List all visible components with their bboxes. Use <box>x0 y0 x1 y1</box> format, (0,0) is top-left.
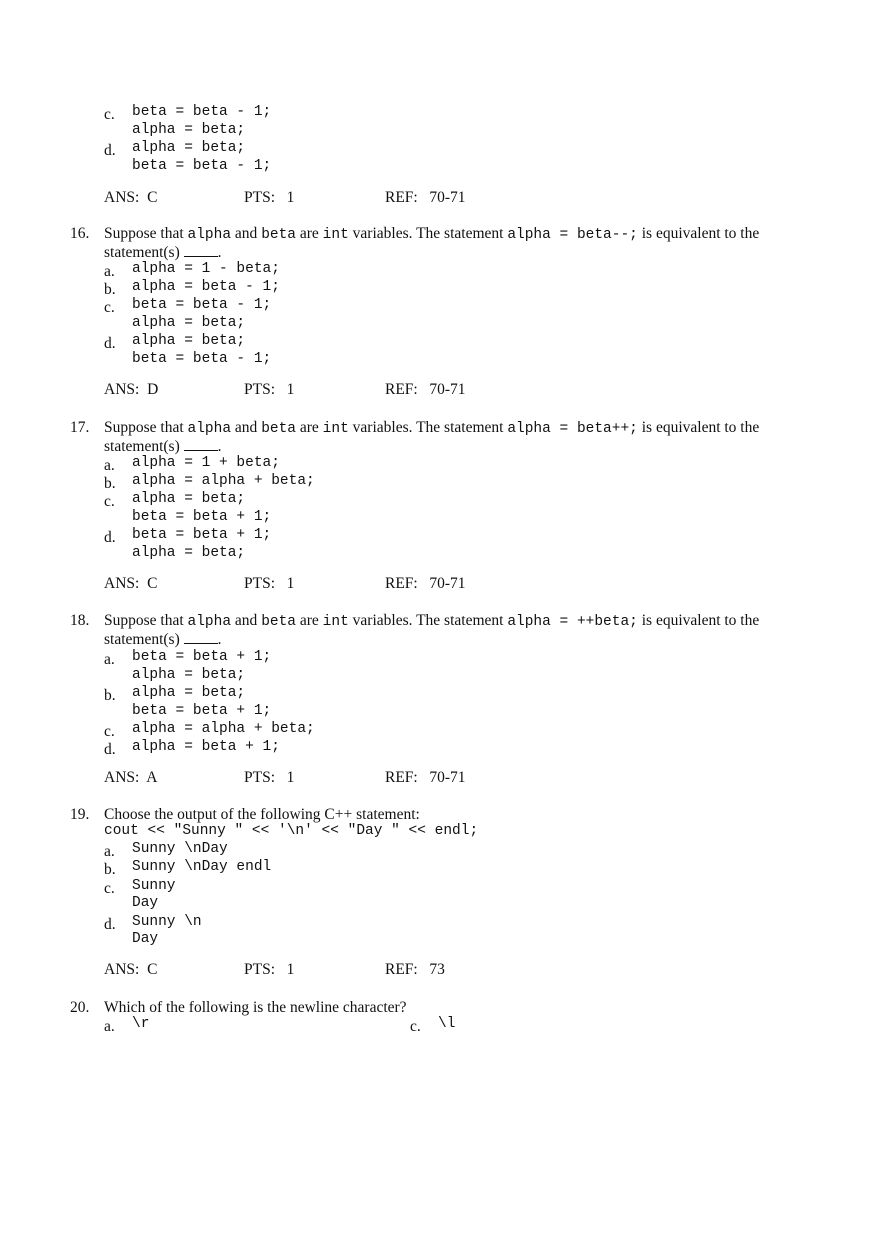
text: . <box>217 438 222 455</box>
reference: REF: 70-71 <box>385 381 466 398</box>
option-label: a. <box>104 651 115 668</box>
code-int: int <box>322 421 349 437</box>
answer: ANS: A <box>104 769 158 786</box>
reference: REF: 73 <box>385 961 445 978</box>
option-label: c. <box>104 106 115 123</box>
q17-answer-row <box>104 575 604 593</box>
text: and <box>231 225 262 242</box>
option-code: alpha = beta; <box>132 685 246 701</box>
text: variables. The statement <box>348 612 508 629</box>
question-text <box>104 612 774 649</box>
code-beta: beta <box>261 227 296 243</box>
option-code: beta = beta + 1; <box>132 527 272 543</box>
text: variables. The statement <box>348 225 508 242</box>
text: Suppose that <box>104 225 188 242</box>
question-text <box>104 225 774 262</box>
points: PTS: 1 <box>244 575 295 592</box>
code-alpha: alpha <box>187 614 232 630</box>
option-code: Sunny \n <box>132 914 202 930</box>
answer: ANS: C <box>104 575 158 592</box>
option-label: c. <box>104 880 115 897</box>
text: are <box>296 612 323 629</box>
q19-option-c-line2: Day <box>132 895 159 911</box>
option-label: d. <box>104 142 116 159</box>
q15-option-c-line2: alpha = beta; <box>132 122 246 138</box>
code-int: int <box>322 614 349 630</box>
q16-option-c-line2: alpha = beta; <box>132 315 246 331</box>
question-number: 16. <box>70 225 90 242</box>
text: are <box>296 225 323 242</box>
q16-option-d-line2: beta = beta - 1; <box>132 351 272 367</box>
points: PTS: 1 <box>244 381 295 398</box>
q16-answer-row <box>104 381 604 399</box>
option-code: beta = beta - 1; <box>132 297 272 313</box>
text: is equivalent to the statement(s) <box>104 225 760 261</box>
option-label: c. <box>410 1018 421 1035</box>
code-int: int <box>322 227 349 243</box>
q18-answer-row <box>104 769 604 787</box>
option-label: d. <box>104 741 116 758</box>
reference: REF: 70-71 <box>385 575 466 592</box>
option-code: alpha = 1 + beta; <box>132 455 280 471</box>
answer-blank <box>184 438 218 451</box>
option-code: alpha = alpha + beta; <box>132 473 315 489</box>
option-code: \r <box>132 1016 150 1032</box>
option-label: b. <box>104 475 116 492</box>
option-label: a. <box>104 1018 115 1035</box>
option-code: alpha = 1 - beta; <box>132 261 280 277</box>
option-code: Sunny \nDay endl <box>132 859 272 875</box>
text: is equivalent to the statement(s) <box>104 419 760 455</box>
question-text: Choose the output of the following C++ statement: <box>104 806 420 823</box>
option-label: d. <box>104 335 116 352</box>
question-text: Which of the following is the newline character? <box>104 999 407 1016</box>
reference: REF: 70-71 <box>385 189 466 206</box>
text: . <box>217 631 222 648</box>
code-beta: beta <box>261 421 296 437</box>
option-code: alpha = beta + 1; <box>132 739 280 755</box>
question-number: 17. <box>70 419 90 436</box>
question-number: 20. <box>70 999 90 1016</box>
code-beta: beta <box>261 614 296 630</box>
code-alpha: alpha <box>187 227 232 243</box>
question-number: 18. <box>70 612 90 629</box>
option-label: a. <box>104 843 115 860</box>
text: is equivalent to the statement(s) <box>104 612 760 648</box>
points: PTS: 1 <box>244 769 295 786</box>
text: . <box>217 244 222 261</box>
option-code: alpha = alpha + beta; <box>132 721 315 737</box>
q15-option-d-line2: beta = beta - 1; <box>132 158 272 174</box>
q17-option-d-line2: alpha = beta; <box>132 545 246 561</box>
points: PTS: 1 <box>244 961 295 978</box>
option-label: d. <box>104 916 116 933</box>
text: Suppose that <box>104 419 188 436</box>
option-label: d. <box>104 529 116 546</box>
option-code: \l <box>438 1016 456 1032</box>
code-alpha: alpha <box>187 421 232 437</box>
option-label: a. <box>104 263 115 280</box>
q18-option-a-line2: alpha = beta; <box>132 667 246 683</box>
q15-answer-row <box>104 189 604 207</box>
text: variables. The statement <box>348 419 508 436</box>
answer-blank <box>184 244 218 257</box>
option-code: alpha = beta; <box>132 491 246 507</box>
q19-option-d-line2: Day <box>132 931 159 947</box>
q18-option-b-line2: beta = beta + 1; <box>132 703 272 719</box>
answer: ANS: D <box>104 381 159 398</box>
text: and <box>231 419 262 436</box>
q19-code-statement: cout << "Sunny " << '\n' << "Day " << endl; <box>104 823 479 839</box>
option-code: beta = beta - 1; <box>132 104 272 120</box>
option-label: c. <box>104 493 115 510</box>
option-code: Sunny \nDay <box>132 841 228 857</box>
text: and <box>231 612 262 629</box>
option-code: beta = beta + 1; <box>132 649 272 665</box>
text: are <box>296 419 323 436</box>
text: Suppose that <box>104 612 188 629</box>
points: PTS: 1 <box>244 189 295 206</box>
answer-blank <box>184 631 218 644</box>
q17-option-c-line2: beta = beta + 1; <box>132 509 272 525</box>
code-statement: alpha = ++beta; <box>507 614 638 630</box>
option-label: c. <box>104 723 115 740</box>
reference: REF: 70-71 <box>385 769 466 786</box>
option-label: c. <box>104 299 115 316</box>
code-statement: alpha = beta++; <box>507 421 638 437</box>
answer: ANS: C <box>104 189 158 206</box>
option-code: Sunny <box>132 878 176 894</box>
question-number: 19. <box>70 806 90 823</box>
question-text <box>104 419 774 456</box>
option-code: alpha = beta - 1; <box>132 279 280 295</box>
option-code: alpha = beta; <box>132 333 246 349</box>
option-label: a. <box>104 457 115 474</box>
option-label: b. <box>104 687 116 704</box>
q19-answer-row <box>104 961 604 979</box>
option-code: alpha = beta; <box>132 140 246 156</box>
answer: ANS: C <box>104 961 158 978</box>
code-statement: alpha = beta--; <box>507 227 638 243</box>
option-label: b. <box>104 281 116 298</box>
option-label: b. <box>104 861 116 878</box>
